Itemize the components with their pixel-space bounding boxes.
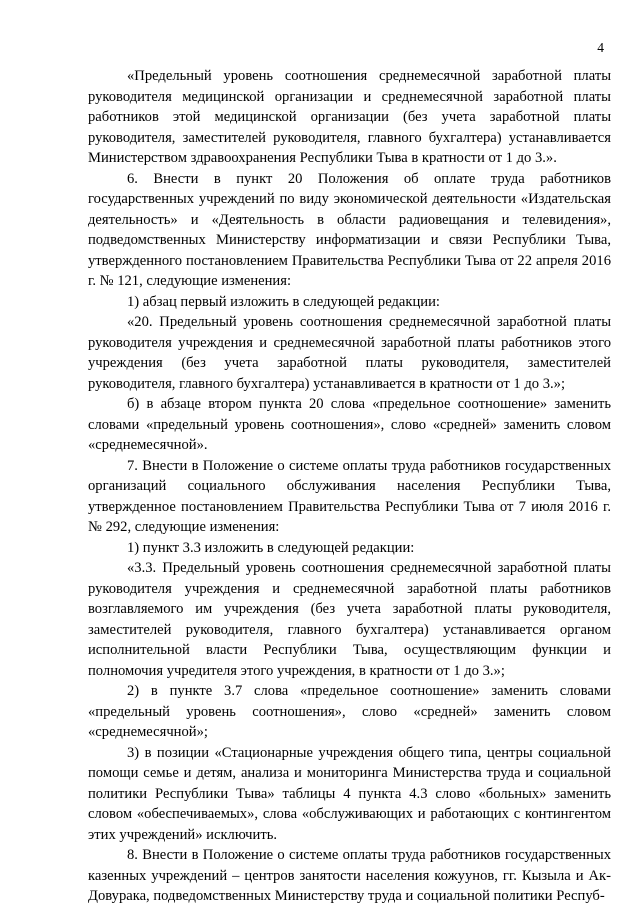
paragraph: 2) в пункте 3.7 слова «предельное соотношение» заменить словами «предельный уровень соотношения», слово «средней» заменить словом «среднемесячной»; bbox=[88, 683, 611, 740]
paragraph: 8. Внести в Положение о системе оплаты труда работников государственных казенных учреждений – центров занятости населения кожуунов, гг. Кызыла и Ак-Довурака, подведомственных Министерству труда и социальной политики Респуб- bbox=[88, 847, 611, 904]
document-body bbox=[88, 66, 611, 907]
paragraph: 3) в позиции «Стационарные учреждения общего типа, центры социальной помощи семье и детям, анализа и мониторинга Министерства труда и социальной политики Республики Тыва» таблицы 4 пункта 4.3 слово «больных» заменить словом «обеспечиваемых», слова «обслуживающих и работающих с контингентом этих учреждений» исключить. bbox=[88, 744, 611, 843]
paragraph: 7. Внести в Положение о системе оплаты труда работников государственных организаций социального обслуживания населения Республики Тыва, утвержденное постановлением Правительства Республики Тыва от 7 июля 2016 г. № 292, следующие изменения: bbox=[88, 457, 611, 535]
paragraph: б) в абзаце втором пункта 20 слова «предельное соотношение» заменить словами «предельный уровень соотношения», слово «средней» заменить словом «среднемесячной». bbox=[88, 396, 611, 453]
paragraph: 6. Внести в пункт 20 Положения об оплате труда работников государственных учреждений по виду экономической деятельности «Издательская деятельность» и «Деятельность в области радиовещания и телевидения», подведомственных Министерству информатизации и связи Республики Тыва, утвержденного постановлением Правительства Республики Тыва от 22 апреля 2016 г. № 121, следующие изменения: bbox=[88, 170, 611, 289]
paragraph: 1) абзац первый изложить в следующей редакции: bbox=[127, 293, 440, 310]
paragraph: 1) пункт 3.3 изложить в следующей редакции: bbox=[127, 539, 415, 556]
paragraph: «3.3. Предельный уровень соотношения среднемесячной заработной платы руководителя учреждения и среднемесячной заработной платы работников возглавляемого им учреждения (без учета заработной платы руководителя, заместителей руководителя, главного бухгалтера) устанавливается органом исполнительной власти Республики Тыва, осуществляющим функции и полномочия учредителя этого учреждения, в кратности от 1 до 3.»; bbox=[88, 560, 611, 679]
page-number: 4 bbox=[597, 40, 604, 55]
paragraph: «20. Предельный уровень соотношения среднемесячной заработной платы руководителя учреждения и среднемесячной заработной платы работников этого учреждения (без учета заработной платы руководителя, заместителей руководителя, главного бухгалтера) устанавливается в кратности от 1 до 3.»; bbox=[88, 314, 611, 392]
paragraph: «Предельный уровень соотношения среднемесячной заработной платы руководителя медицинской организации и среднемесячной заработной платы работников этой медицинской организации (без учета заработной платы руководителя, заместителей руководителя, главного бухгалтера) устанавливается Министерством здравоохранения Республики Тыва в кратности от 1 до 3.». bbox=[88, 68, 611, 166]
